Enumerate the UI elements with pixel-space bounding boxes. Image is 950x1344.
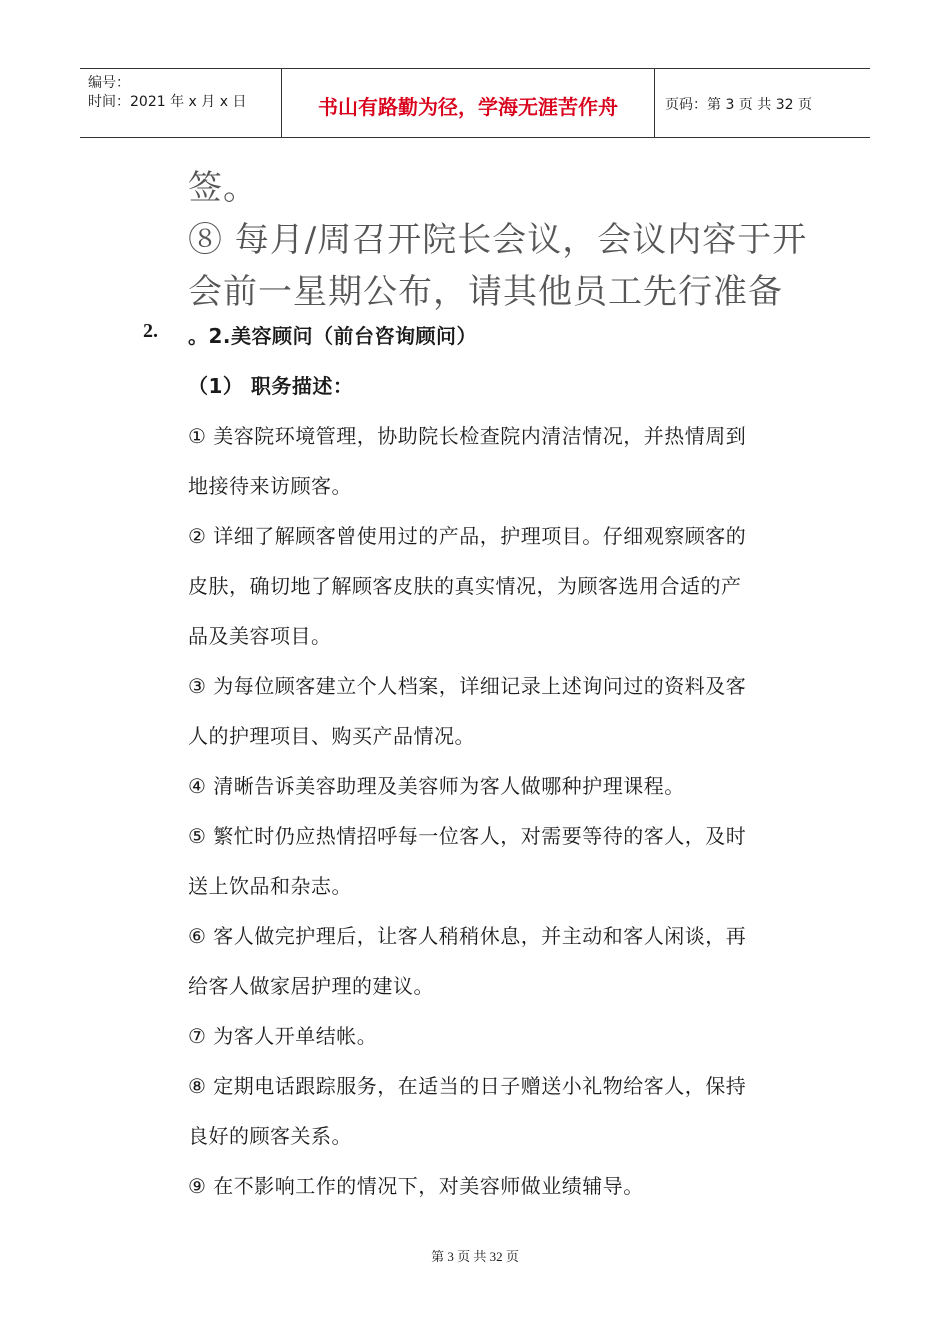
body-line: ⑦ 为客人开单结帐。 xyxy=(188,1024,378,1048)
body-line: ④ 清晰告诉美容助理及美容师为客人做哪种护理课程。 xyxy=(188,774,685,798)
body-line: 人的护理项目、购买产品情况。 xyxy=(188,724,475,748)
body-line: 皮肤，确切地了解顾客皮肤的真实情况，为顾客选用合适的产 xyxy=(188,574,742,598)
page-footer: 第 3 页 共 32 页 xyxy=(431,1249,519,1264)
header-page-cell xyxy=(655,69,870,137)
body-line: ⑨ 在不影响工作的情况下，对美容师做业绩辅导。 xyxy=(188,1174,644,1198)
body-line: 品及美容项目。 xyxy=(188,624,332,648)
subsection-heading: （1） 职务描述： xyxy=(188,374,354,398)
body-line: 送上饮品和杂志。 xyxy=(188,874,352,898)
paragraph-line: 会前一星期公布，请其他员工先行准备 xyxy=(188,272,783,312)
section-heading: 。2.美容顾问（前台咨询顾问） xyxy=(188,324,478,348)
paragraph-line: ⑧ 每月/周召开院长会议，会议内容于开 xyxy=(188,220,808,260)
body-line: ② 详细了解顾客曾使用过的产品，护理项目。仔细观察顾客的 xyxy=(188,524,747,548)
body-line: 地接待来访顾客。 xyxy=(188,474,352,498)
body-line: ③ 为每位顾客建立个人档案，详细记录上述询问过的资料及客 xyxy=(188,674,747,698)
paragraph-line: 签。 xyxy=(188,168,258,208)
body-line: 良好的顾客关系。 xyxy=(188,1124,352,1148)
header-page-number: 页码：第 3 页 共 32 页 xyxy=(665,97,812,113)
body-line: 给客人做家居护理的建议。 xyxy=(188,974,434,998)
header-motto: 书山有路勤为径，学海无涯苦作舟 xyxy=(318,95,618,119)
body-line: ⑤ 繁忙时仍应热情招呼每一位客人，对需要等待的客人，及时 xyxy=(188,824,747,848)
body-line: ⑧ 定期电话跟踪服务，在适当的日子赠送小礼物给客人，保持 xyxy=(188,1074,747,1098)
document-header xyxy=(80,68,870,138)
header-motto-cell xyxy=(282,69,655,137)
document-number-label: 编号： xyxy=(88,75,130,91)
list-number: 2. xyxy=(143,320,158,342)
header-info-cell xyxy=(80,69,282,137)
body-line: ⑥ 客人做完护理后，让客人稍稍休息，并主动和客人闲谈，再 xyxy=(188,924,747,948)
document-date-label: 时间：2021 年 x 月 x 日 xyxy=(88,94,247,110)
body-line: ① 美容院环境管理，协助院长检查院内清洁情况，并热情周到 xyxy=(188,424,747,448)
